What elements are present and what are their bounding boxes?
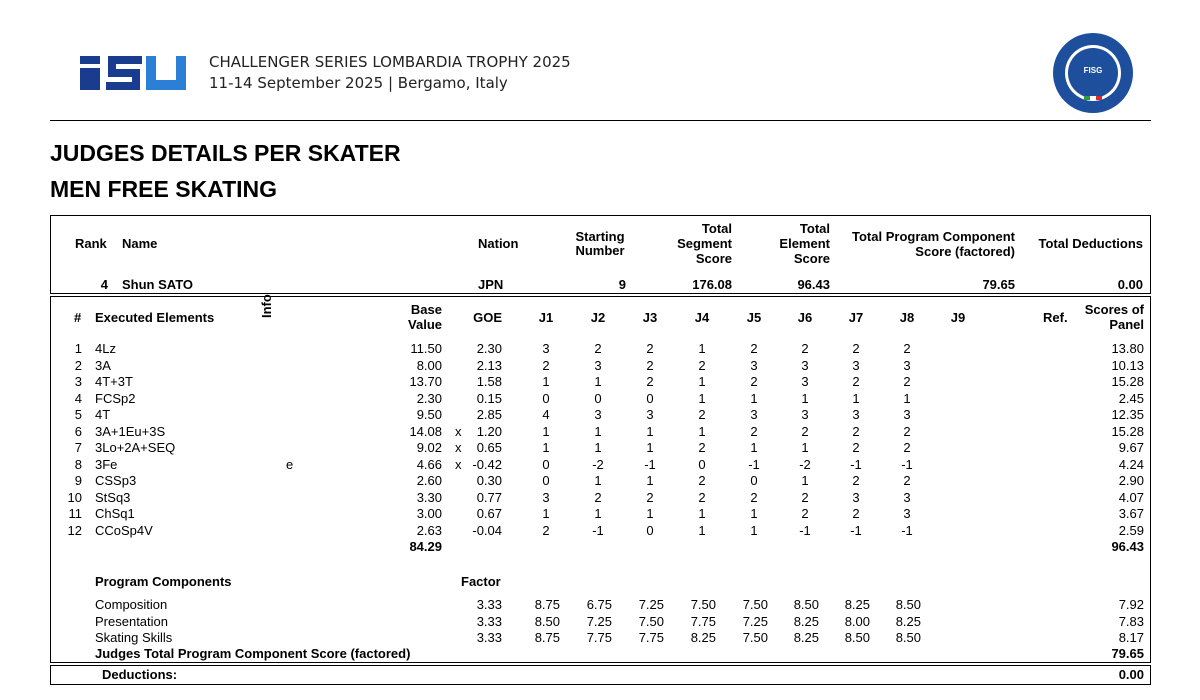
element-name: 4T+3T <box>95 374 133 389</box>
component-factor: 3.33 <box>476 597 502 612</box>
element-base-value: 13.70 <box>409 374 442 389</box>
element-judge-8: 1 <box>903 390 911 406</box>
component-judge-5: 7.50 <box>742 630 768 645</box>
page-title: JUDGES DETAILS PER SKATER <box>50 140 401 166</box>
element-judge-1: 0 <box>542 456 550 472</box>
component-judge-7: 8.25 <box>844 597 870 612</box>
component-factor: 3.33 <box>476 630 502 645</box>
component-factor: 3.33 <box>476 613 502 629</box>
element-judge-7: 2 <box>852 341 860 356</box>
col-executed-elements: Executed Elements <box>95 310 215 325</box>
element-base-value: 9.50 <box>416 407 442 422</box>
element-judge-6: 3 <box>801 407 809 422</box>
col-nation: Nation <box>478 236 519 251</box>
segment-title: MEN FREE SKATING <box>50 176 278 202</box>
components-title: Program Components <box>95 574 232 589</box>
element-judge-2: 3 <box>594 357 602 373</box>
col-judge-8: J8 <box>899 310 915 325</box>
component-judge-5: 7.25 <box>742 613 768 629</box>
element-number: 11 <box>68 506 82 521</box>
element-judge-4: 1 <box>698 341 706 356</box>
element-judge-3: 2 <box>646 374 654 389</box>
col-base-1: Base <box>410 302 442 317</box>
element-base-value: 11.50 <box>410 341 442 356</box>
element-judge-1: 4 <box>542 407 550 422</box>
element-name: 4T <box>95 407 111 422</box>
element-goe: 0.30 <box>476 473 502 488</box>
element-number: 1 <box>74 341 82 356</box>
element-panel-score: 4.24 <box>1118 456 1144 472</box>
element-judge-7: 1 <box>852 390 860 406</box>
element-number: 6 <box>74 423 82 439</box>
element-goe: 1.20 <box>476 423 502 439</box>
element-panel-score: 2.90 <box>1118 473 1144 488</box>
element-judge-7: 2 <box>852 473 860 488</box>
element-judge-2: 2 <box>594 489 602 505</box>
component-judge-2: 7.25 <box>586 613 612 629</box>
component-judge-6: 8.25 <box>793 613 819 629</box>
element-base-value: 14.08 <box>409 423 442 439</box>
element-name: FCSp2 <box>95 390 136 406</box>
element-judge-5: 2 <box>750 489 758 505</box>
component-judge-3: 7.75 <box>638 630 664 645</box>
col-name: Name <box>122 236 158 251</box>
element-goe: 0.15 <box>476 390 502 406</box>
element-judge-5: 3 <box>750 407 758 422</box>
component-judge-1: 8.75 <box>534 597 560 612</box>
element-number: 8 <box>74 456 82 472</box>
element-judge-4: 1 <box>698 374 706 389</box>
element-number: 5 <box>74 407 82 422</box>
element-judge-1: 1 <box>542 423 550 439</box>
element-number: 12 <box>67 522 82 538</box>
component-judge-8: 8.50 <box>895 597 921 612</box>
element-judge-2: 3 <box>594 407 602 422</box>
element-number: 2 <box>74 357 82 373</box>
skater-nation: JPN <box>478 277 504 292</box>
element-judge-8: -1 <box>901 522 913 538</box>
element-panel-score: 9.67 <box>1118 440 1144 455</box>
element-judge-3: -1 <box>644 456 656 472</box>
element-judge-2: 1 <box>594 473 602 488</box>
element-base-value: 4.66 <box>416 456 442 472</box>
col-tes-1: Total <box>799 221 830 236</box>
skater-total-deductions: 0.00 <box>1117 277 1143 292</box>
element-judge-1: 0 <box>542 390 550 406</box>
col-deductions: Total Deductions <box>1038 236 1143 251</box>
element-panel-score: 15.28 <box>1111 423 1144 439</box>
element-judge-3: 1 <box>646 506 654 521</box>
element-name: ChSq1 <box>95 506 135 521</box>
component-name: Composition <box>95 597 168 612</box>
col-info: Info <box>259 294 274 318</box>
element-judge-6: 1 <box>801 440 809 455</box>
pcs-total-label: Judges Total Program Component Score (factored) <box>95 646 411 661</box>
element-judge-1: 1 <box>542 374 550 389</box>
element-judge-2: -1 <box>592 522 604 538</box>
element-name: 3A <box>95 357 111 373</box>
element-judge-3: 2 <box>646 489 654 505</box>
col-judge-6: J6 <box>797 310 813 325</box>
element-goe: 2.30 <box>476 341 502 356</box>
element-panel-score: 3.67 <box>1118 506 1144 521</box>
element-judge-5: 0 <box>750 473 758 488</box>
col-judge-5: J5 <box>746 310 762 325</box>
element-panel-score: 4.07 <box>1118 489 1144 505</box>
component-judge-1: 8.50 <box>534 613 560 629</box>
element-base-value: 2.30 <box>416 390 442 406</box>
element-judge-7: 3 <box>852 407 860 422</box>
element-judge-7: 2 <box>852 423 860 439</box>
component-name: Presentation <box>95 613 168 629</box>
component-judge-2: 6.75 <box>586 597 612 612</box>
event-name: CHALLENGER SERIES LOMBARDIA TROPHY 2025 <box>209 53 571 71</box>
element-judge-5: 2 <box>750 374 758 389</box>
element-base-value: 8.00 <box>416 357 442 373</box>
component-judge-5: 7.50 <box>742 597 768 612</box>
component-name: Skating Skills <box>95 630 173 645</box>
component-judge-3: 7.25 <box>638 597 664 612</box>
deductions-value: 0.00 <box>1118 667 1144 682</box>
skater-total-pcs: 79.65 <box>982 277 1015 292</box>
component-panel-score: 7.92 <box>1118 597 1144 612</box>
elements-total-base-value: 84.29 <box>409 539 442 554</box>
component-judge-3: 7.50 <box>638 613 664 629</box>
element-judge-3: 3 <box>646 407 654 422</box>
components-factor-label: Factor <box>461 574 501 589</box>
element-judge-1: 2 <box>542 357 550 373</box>
isu-logo <box>80 52 190 94</box>
element-judge-5: 2 <box>750 423 758 439</box>
element-judge-4: 2 <box>698 489 706 505</box>
element-judge-4: 2 <box>698 473 706 488</box>
component-panel-score: 7.83 <box>1118 613 1144 629</box>
component-judge-4: 7.75 <box>690 613 716 629</box>
element-judge-3: 1 <box>646 423 654 439</box>
element-judge-1: 3 <box>542 489 550 505</box>
element-judge-2: 2 <box>594 341 602 356</box>
element-name: CCoSp4V <box>95 522 153 538</box>
element-name: 4Lz <box>95 341 116 356</box>
skater-total-segment-score: 176.08 <box>692 277 732 292</box>
fisg-seal-label: FISG <box>1083 66 1103 75</box>
component-judge-4: 8.25 <box>690 630 716 645</box>
element-judge-2: 1 <box>594 440 602 455</box>
skater-starting-number: 9 <box>618 277 626 292</box>
skater-name: Shun SATO <box>122 277 194 292</box>
element-bonus-marker: x <box>455 440 462 455</box>
element-judge-6: 1 <box>801 390 809 406</box>
col-judge-4: J4 <box>694 310 710 325</box>
element-name: 3Fe <box>95 456 118 472</box>
element-panel-score: 15.28 <box>1111 374 1144 389</box>
col-tes-3: Score <box>793 251 830 266</box>
element-judge-4: 1 <box>698 390 706 406</box>
component-judge-7: 8.50 <box>844 630 870 645</box>
col-judge-2: J2 <box>590 310 606 325</box>
element-judge-6: 2 <box>801 423 809 439</box>
col-base-2: Value <box>408 317 442 332</box>
element-judge-3: 0 <box>646 390 654 406</box>
component-judge-4: 7.50 <box>690 597 716 612</box>
element-number: 9 <box>74 473 82 488</box>
element-bonus-marker: x <box>455 456 462 472</box>
element-judge-8: 3 <box>903 357 911 373</box>
element-judge-2: 1 <box>594 374 602 389</box>
element-judge-4: 1 <box>698 506 706 521</box>
element-judge-5: 1 <box>750 522 758 538</box>
element-judge-5: 1 <box>750 506 758 521</box>
skater-rank: 4 <box>100 277 108 292</box>
component-judge-2: 7.75 <box>586 630 612 645</box>
col-pcs-2: Score (factored) <box>915 244 1015 259</box>
element-judge-2: 1 <box>594 423 602 439</box>
element-info: e <box>286 456 294 472</box>
elements-total-score: 96.43 <box>1111 539 1144 554</box>
element-name: 3A+1Eu+3S <box>95 423 166 439</box>
element-panel-score: 2.59 <box>1118 522 1144 538</box>
element-panel-score: 12.35 <box>1111 407 1144 422</box>
element-judge-5: -1 <box>748 456 760 472</box>
element-judge-6: -2 <box>799 456 811 472</box>
component-judge-8: 8.50 <box>895 630 921 645</box>
element-number: 4 <box>74 390 82 406</box>
element-judge-1: 2 <box>542 522 550 538</box>
element-judge-3: 1 <box>646 473 654 488</box>
element-judge-8: 2 <box>903 440 911 455</box>
element-goe: 1.58 <box>476 374 502 389</box>
event-date: 11-14 September 2025 | Bergamo, Italy <box>209 74 508 92</box>
element-judge-8: 3 <box>903 489 911 505</box>
col-tes-2: Element <box>779 236 830 251</box>
element-base-value: 9.02 <box>416 440 442 455</box>
col-tss-1: Total <box>701 221 732 236</box>
element-judge-1: 3 <box>542 341 550 356</box>
element-goe: -0.42 <box>472 456 502 472</box>
element-judge-3: 0 <box>646 522 654 538</box>
element-judge-8: 2 <box>903 473 911 488</box>
element-judge-6: 3 <box>801 374 809 389</box>
deductions-label: Deductions: <box>102 667 178 682</box>
col-starting-2: Number <box>575 243 625 258</box>
element-goe: -0.04 <box>472 522 502 538</box>
element-judge-4: 1 <box>698 522 706 538</box>
element-judge-7: 2 <box>852 374 860 389</box>
component-judge-8: 8.25 <box>895 613 921 629</box>
col-judge-1: J1 <box>538 310 554 325</box>
element-judge-7: 3 <box>852 357 860 373</box>
element-judge-7: 3 <box>852 489 860 505</box>
element-judge-5: 1 <box>750 390 758 406</box>
element-judge-8: 3 <box>903 407 911 422</box>
element-judge-6: -1 <box>799 522 811 538</box>
element-judge-4: 0 <box>698 456 706 472</box>
component-judge-6: 8.25 <box>793 630 819 645</box>
element-goe: 0.77 <box>476 489 502 505</box>
component-judge-7: 8.00 <box>844 613 870 629</box>
element-judge-8: 3 <box>903 506 911 521</box>
element-base-value: 3.00 <box>416 506 442 521</box>
element-base-value: 3.30 <box>416 489 442 505</box>
element-number: 10 <box>67 489 82 505</box>
element-judge-7: 2 <box>852 506 860 521</box>
element-judge-3: 1 <box>646 440 654 455</box>
element-judge-4: 2 <box>698 440 706 455</box>
pcs-total-score: 79.65 <box>1111 646 1144 661</box>
element-judge-5: 2 <box>750 341 758 356</box>
col-judge-7: J7 <box>848 310 864 325</box>
element-judge-4: 1 <box>698 423 706 439</box>
element-judge-2: 0 <box>594 390 602 406</box>
element-judge-7: -1 <box>850 456 862 472</box>
element-judge-1: 1 <box>542 506 550 521</box>
element-goe: 2.13 <box>476 357 502 373</box>
element-judge-2: 1 <box>594 506 602 521</box>
element-judge-8: 2 <box>903 374 911 389</box>
element-judge-8: 2 <box>903 341 911 356</box>
element-name: CSSp3 <box>95 473 137 488</box>
col-ref: Ref. <box>1043 310 1068 325</box>
col-scores-2: Panel <box>1109 317 1144 332</box>
element-judge-6: 2 <box>801 489 809 505</box>
element-base-value: 2.60 <box>416 473 442 488</box>
fisg-seal <box>1052 32 1134 114</box>
col-tss-2: Segment <box>677 236 732 251</box>
element-panel-score: 10.13 <box>1111 357 1144 373</box>
col-tss-3: Score <box>695 251 732 266</box>
element-judge-6: 1 <box>801 473 809 488</box>
element-judge-8: -1 <box>901 456 913 472</box>
element-judge-2: -2 <box>592 456 604 472</box>
skater-total-element-score: 96.43 <box>797 277 830 292</box>
col-judge-3: J3 <box>642 310 658 325</box>
element-judge-3: 2 <box>646 341 654 356</box>
element-judge-1: 0 <box>542 473 550 488</box>
col-rank: Rank <box>75 236 107 251</box>
col-scores-1: Scores of <box>1084 302 1144 317</box>
element-number: 3 <box>74 374 82 389</box>
element-judge-6: 2 <box>801 341 809 356</box>
element-name: StSq3 <box>95 489 131 505</box>
element-judge-8: 2 <box>903 423 911 439</box>
element-judge-5: 3 <box>750 357 758 373</box>
element-judge-7: 2 <box>852 440 860 455</box>
col-goe: GOE <box>473 310 502 325</box>
element-panel-score: 2.45 <box>1118 390 1144 406</box>
component-judge-6: 8.50 <box>793 597 819 612</box>
element-judge-6: 2 <box>801 506 809 521</box>
element-goe: 0.67 <box>476 506 502 521</box>
element-judge-1: 1 <box>542 440 550 455</box>
element-number: 7 <box>74 440 82 455</box>
element-goe: 0.65 <box>476 440 502 455</box>
element-goe: 2.85 <box>476 407 502 422</box>
col-starting-1: Starting <box>575 229 625 244</box>
element-base-value: 2.63 <box>416 522 442 538</box>
component-panel-score: 8.17 <box>1118 630 1144 645</box>
header-divider <box>50 120 1151 121</box>
col-element-number: # <box>74 310 82 325</box>
element-judge-3: 2 <box>646 357 654 373</box>
element-judge-6: 3 <box>801 357 809 373</box>
element-judge-4: 2 <box>698 407 706 422</box>
element-bonus-marker: x <box>455 423 462 439</box>
element-judge-5: 1 <box>750 440 758 455</box>
component-judge-1: 8.75 <box>534 630 560 645</box>
element-judge-7: -1 <box>850 522 862 538</box>
element-name: 3Lo+2A+SEQ <box>95 440 176 455</box>
col-pcs-1: Total Program Component <box>852 229 1015 244</box>
deductions-box <box>50 665 1151 685</box>
element-judge-4: 2 <box>698 357 706 373</box>
col-judge-9: J9 <box>950 310 966 325</box>
element-panel-score: 13.80 <box>1111 341 1144 356</box>
